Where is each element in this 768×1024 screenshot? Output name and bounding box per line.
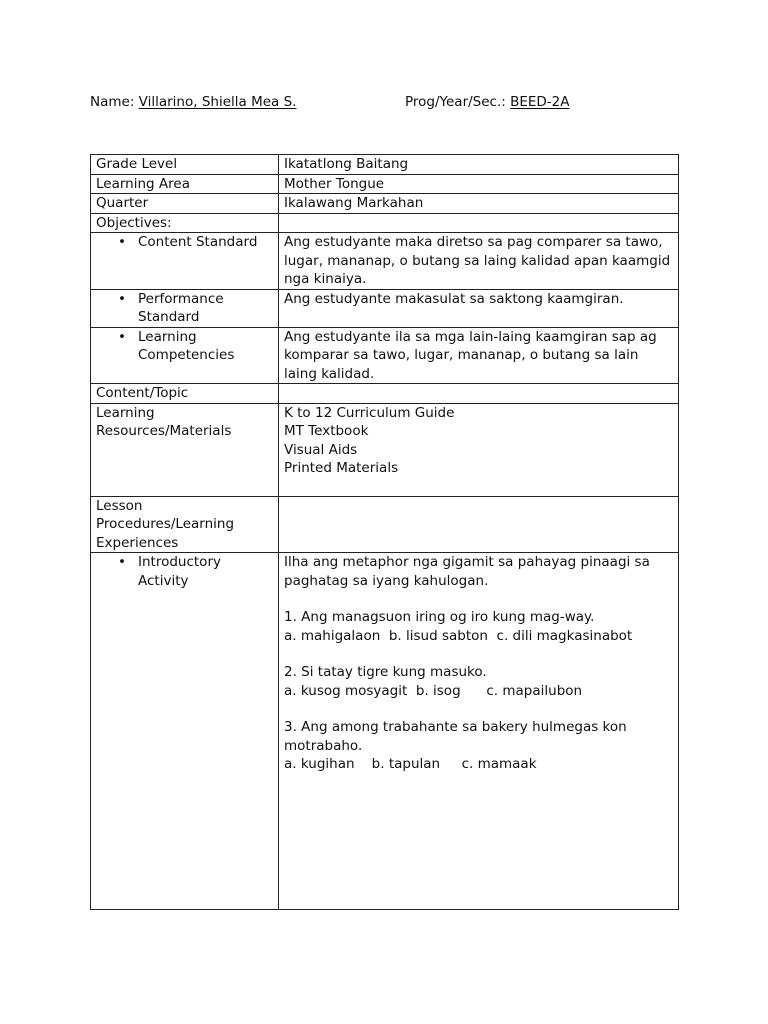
row-objectives xyxy=(91,213,679,233)
objectives-value xyxy=(279,213,679,233)
learning-competencies-value: Ang estudyante ila sa mga lain-laing kaamgiran sap ag komparar sa tawo, lugar, mananap, o butang sa lain laing kalidad. xyxy=(279,327,679,384)
resource-item: Printed Materials xyxy=(284,460,399,476)
grade-level-label: Grade Level xyxy=(91,155,279,175)
lesson-plan-table xyxy=(90,154,679,910)
resource-item: K to 12 Curriculum Guide xyxy=(284,404,455,421)
prog-label: Prog/Year/Sec.: xyxy=(405,94,511,110)
row-content-topic xyxy=(91,384,679,404)
prog-value: BEED-2A xyxy=(510,94,570,110)
learning-resources-label: Learning Resources/Materials xyxy=(91,403,279,496)
performance-standard-label: Performance Standard xyxy=(138,290,224,325)
question-2-choices: a. kusog mosyagit b. isog c. mapailubon xyxy=(284,682,583,699)
learning-competencies-label: Learning Competencies xyxy=(138,328,235,363)
bullet-icon: • xyxy=(118,554,126,570)
learning-area-label: Learning Area xyxy=(91,174,279,194)
objectives-label: Objectives: xyxy=(91,213,279,233)
row-introductory-activity xyxy=(91,553,679,910)
resource-item: MT Textbook xyxy=(284,423,369,439)
row-learning-area xyxy=(91,174,679,194)
question-1-choices: a. mahigalaon b. lisud sabton c. dili magkasinabot xyxy=(284,627,633,644)
bullet-icon: • xyxy=(118,328,126,345)
introductory-activity-label: Introductory Activity xyxy=(138,554,221,589)
quarter-label: Quarter xyxy=(91,194,279,214)
question-3: 3. Ang among trabahante sa bakery hulmegas kon motrabaho. xyxy=(284,719,627,754)
performance-standard-label-cell xyxy=(91,289,279,327)
name-field xyxy=(90,93,296,112)
row-learning-resources xyxy=(91,403,679,496)
question-1: 1. Ang managsuon iring og iro kung mag-way. xyxy=(284,609,595,625)
content-topic-value xyxy=(279,384,679,404)
learning-resources-value xyxy=(279,403,679,496)
bullet-icon: • xyxy=(118,234,126,250)
resource-item: Visual Aids xyxy=(284,441,358,458)
row-learning-competencies xyxy=(91,327,679,384)
row-performance-standard xyxy=(91,289,679,327)
introductory-activity-label-cell xyxy=(91,553,279,910)
row-content-standard xyxy=(91,233,679,290)
row-quarter xyxy=(91,194,679,214)
performance-standard-value: Ang estudyante makasulat sa saktong kaamgiran. xyxy=(279,289,679,327)
lesson-procedures-label: Lesson Procedures/Learning Experiences xyxy=(91,496,279,553)
question-2: 2. Si tatay tigre kung masuko. xyxy=(284,664,487,680)
introductory-activity-value xyxy=(279,553,679,910)
learning-area-value: Mother Tongue xyxy=(279,174,679,194)
content-standard-label: Content Standard xyxy=(138,234,258,250)
content-topic-label: Content/Topic xyxy=(91,384,279,404)
lesson-procedures-value xyxy=(279,496,679,553)
content-standard-label-cell xyxy=(91,233,279,290)
quarter-value: Ikalawang Markahan xyxy=(279,194,679,214)
row-grade-level xyxy=(91,155,679,175)
grade-level-value: Ikatatlong Baitang xyxy=(279,155,679,175)
activity-instruction: Ilha ang metaphor nga gigamit sa pahayag pinaagi sa paghatag sa iyang kahulogan. xyxy=(284,554,650,589)
document-header xyxy=(90,93,690,113)
content-standard-value: Ang estudyante maka diretso sa pag comparer sa tawo, lugar, mananap, o butang sa laing kalidad apan kaamgid nga kinaiya. xyxy=(279,233,679,290)
bullet-icon: • xyxy=(118,290,126,307)
name-value: Villarino, Shiella Mea S. xyxy=(138,94,297,110)
row-lesson-procedures xyxy=(91,496,679,553)
prog-year-sec-field xyxy=(405,93,570,112)
question-3-choices: a. kugihan b. tapulan c. mamaak xyxy=(284,756,537,772)
learning-competencies-label-cell xyxy=(91,327,279,384)
name-label: Name: xyxy=(90,94,139,110)
